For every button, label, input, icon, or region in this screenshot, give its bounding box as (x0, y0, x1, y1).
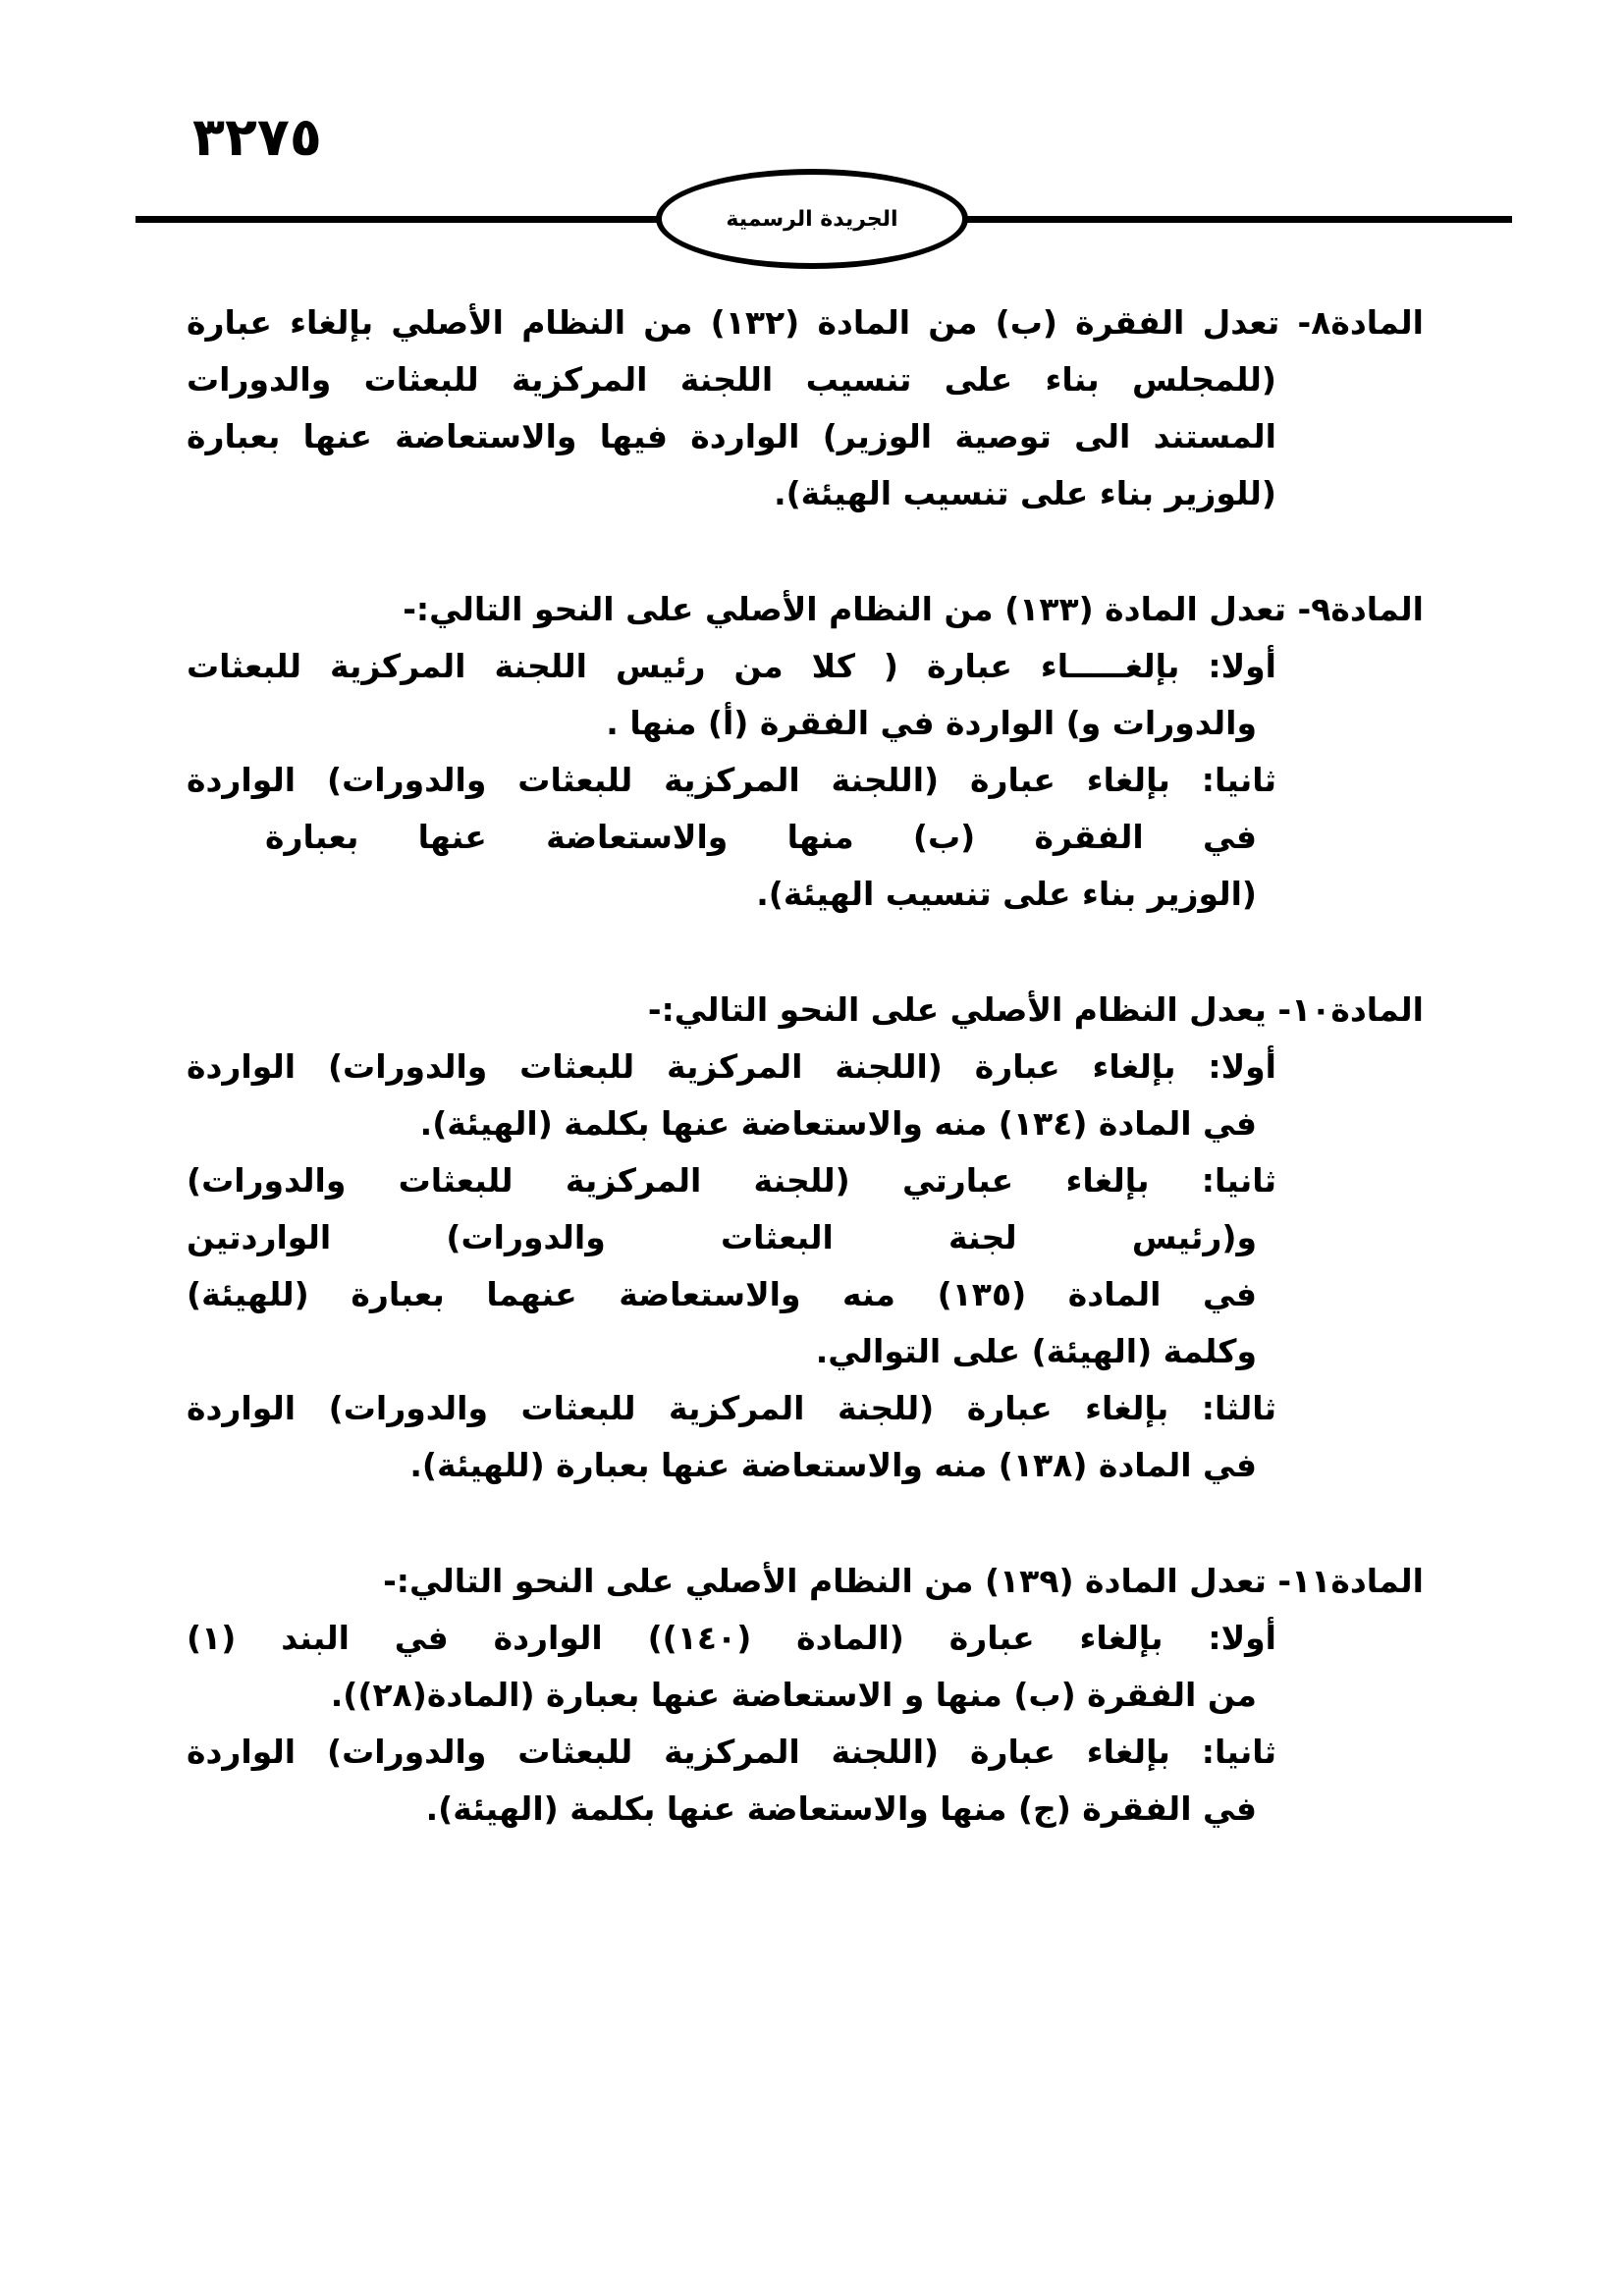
page-number: ٣٢٧٥ (192, 106, 322, 168)
article-11 (187, 1553, 1424, 1838)
article-line: ثانيا: بإلغاء عبارة (اللجنة المركزية للبعثات والدورات) الواردة (187, 761, 1276, 799)
article-line: أولا: بإلغاء عبارة (اللجنة المركزية للبعثات والدورات) الواردة (187, 1047, 1276, 1086)
article-line: في المادة (١٣٨) منه والاستعاضة عنها بعبارة (للهيئة). (409, 1446, 1257, 1484)
article-line: المادة٨- تعدل الفقرة (ب) من المادة (١٣٢) من النظام الأصلي بإلغاء عبارة (187, 303, 1424, 342)
article-line: في المادة (١٣٥) منه والاستعاضة عنهما بعبارة (للهيئة) (187, 1275, 1257, 1313)
article-line: (الوزير بناء على تنسيب الهيئة). (756, 875, 1257, 913)
article-line: ثانيا: بإلغاء عبارة (اللجنة المركزية للبعثات والدورات) الواردة (187, 1733, 1276, 1771)
document-body (187, 294, 1424, 1896)
article-line: ثانيا: بإلغاء عبارتي (للجنة المركزية للبعثات والدورات) (187, 1161, 1276, 1200)
masthead-title: الجريدة الرسمية (726, 206, 898, 232)
article-8 (187, 294, 1424, 522)
article-line: ثالثا: بإلغاء عبارة (للجنة المركزية للبعثات والدورات) الواردة (187, 1389, 1276, 1427)
header-rule-left (135, 216, 666, 223)
article-line: أولا: بإلغـــــاء عبارة ( كلا من رئيس اللجنة المركزية للبعثات (187, 647, 1276, 685)
article-line: و(رئيس لجنة البعثات والدورات) الواردتين (187, 1218, 1257, 1256)
article-10 (187, 982, 1424, 1494)
article-line: المادة١١- تعدل المادة (١٣٩) من النظام الأصلي على النحو التالي:- (383, 1562, 1424, 1600)
article-line: من الفقرة (ب) منها و الاستعاضة عنها بعبارة (المادة(٢٨)). (330, 1676, 1257, 1714)
masthead-oval (656, 169, 968, 269)
article-line: (للمجلس بناء على تنسيب اللجنة المركزية للبعثات والدورات (187, 360, 1276, 399)
article-line: أولا: بإلغاء عبارة (المادة (١٤٠)) الواردة في البند (١) (187, 1619, 1276, 1657)
article-line: في المادة (١٣٤) منه والاستعاضة عنها بكلمة (الهيئة). (419, 1104, 1257, 1143)
article-line: في الفقرة (ج) منها والاستعاضة عنها بكلمة (الهيئة). (425, 1789, 1257, 1828)
article-line: المادة١٠- يعدل النظام الأصلي على النحو التالي:- (647, 990, 1424, 1029)
article-line: (للوزير بناء على تنسيب الهيئة). (774, 474, 1276, 512)
article-line: المادة٩- تعدل المادة (١٣٣) من النظام الأصلي على النحو التالي:- (403, 590, 1424, 628)
article-9 (187, 581, 1424, 923)
article-line: في الفقرة (ب) منها والاستعاضة عنها بعبارة (265, 818, 1257, 856)
article-line: المستند الى توصية الوزير) الواردة فيها والاستعاضة عنها بعبارة (187, 417, 1276, 455)
article-line: والدورات و) الواردة في الفقرة (أ) منها . (606, 704, 1257, 742)
article-line: وكلمة (الهيئة) على التوالي. (815, 1332, 1257, 1370)
header-rule-right (954, 216, 1512, 223)
